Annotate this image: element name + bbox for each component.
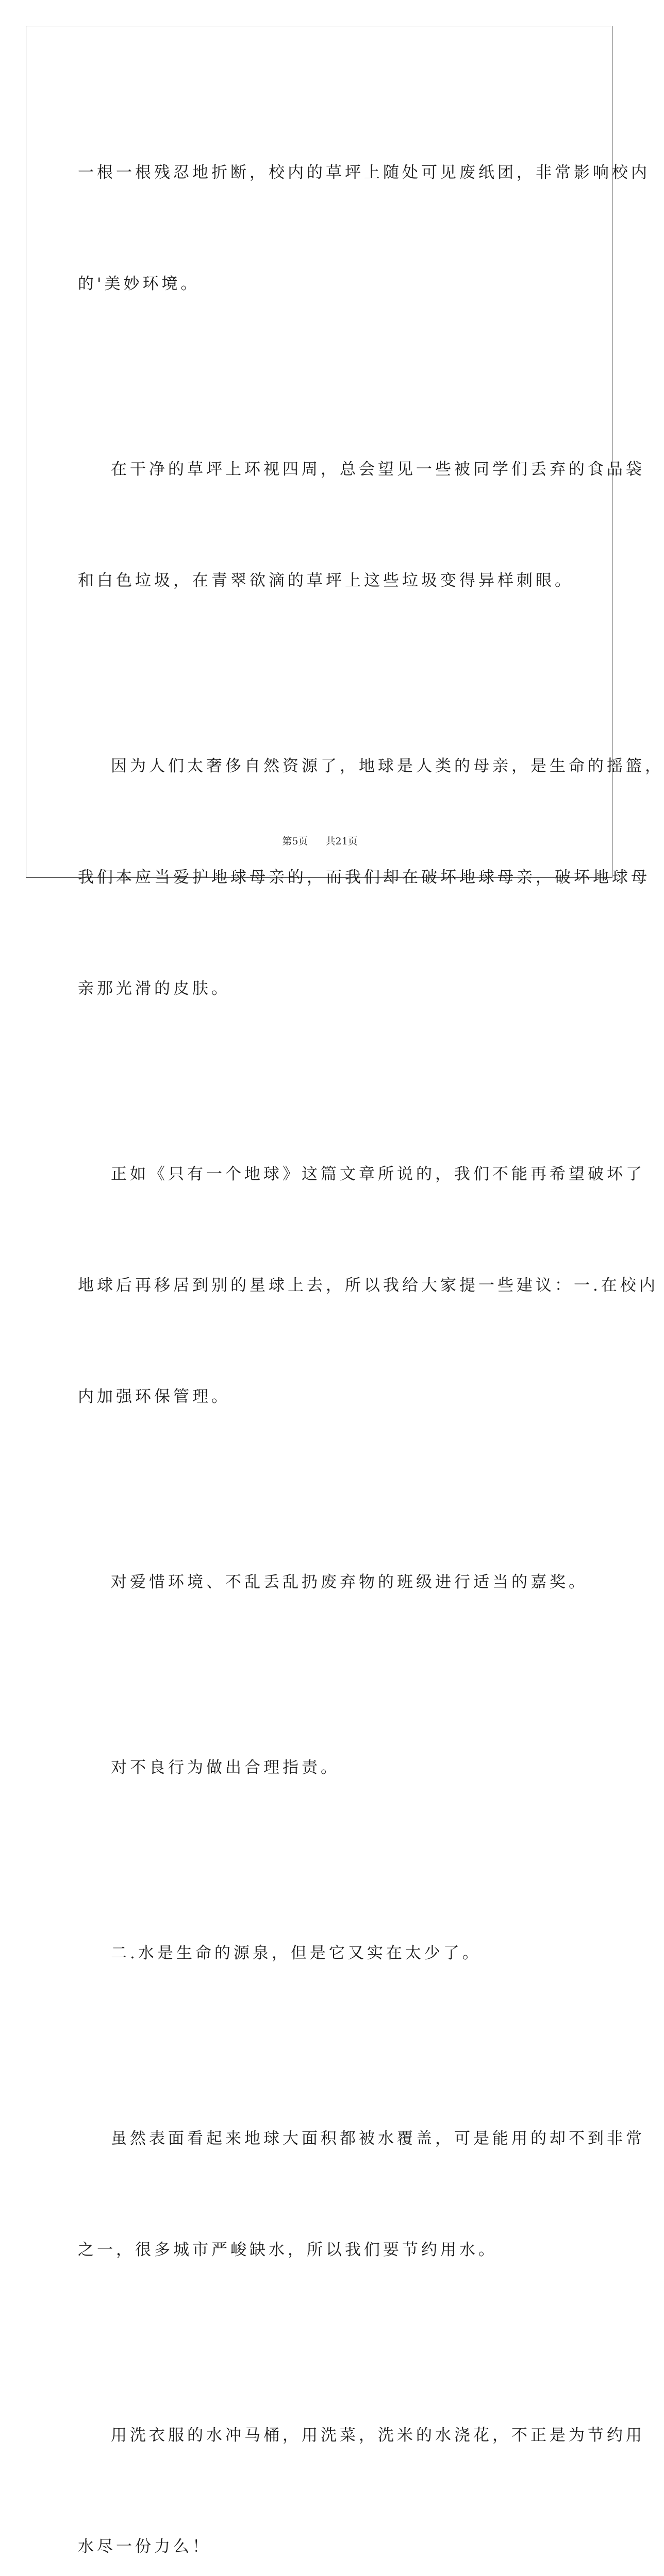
paragraph — [78, 80, 650, 377]
text-line: 正如《只有一个地球》这篇文章所说的，我们不能再希望破坏了 — [111, 1165, 645, 1183]
text-line: 之一，很多城市严峻缺水，所以我们要节约用水。 — [78, 2241, 497, 2259]
text-line: 地球后再移居到别的星球上去，所以我给大家提一些建议：一.在校内 — [78, 1276, 658, 1295]
paragraph — [78, 1489, 588, 1675]
total-pages: 共21页 — [325, 836, 358, 847]
page-number: 第5页 — [282, 836, 308, 847]
paragraph — [78, 1081, 658, 1489]
paragraph — [78, 1860, 557, 2046]
text-line: 二.水是生命的源泉，但是它又实在太少了。 — [111, 1944, 482, 1962]
text-line: 亲那光滑的皮肤。 — [78, 979, 230, 998]
text-line: 对不良行为做出合理指责。 — [111, 1758, 340, 1777]
text-line: 内加强环保管理。 — [78, 1387, 230, 1406]
text-line: 我们本应当爱护地球母亲的，而我们却在破坏地球母亲，破坏地球母 — [78, 868, 650, 887]
paragraph — [78, 377, 645, 673]
text-line: 因为人们太奢侈自然资源了，地球是人类的母亲，是生命的摇篮， — [111, 757, 664, 775]
paragraph — [78, 673, 664, 1081]
text-line: 和白色垃圾，在青翠欲滴的草坪上这些垃圾变得异样刺眼。 — [78, 571, 574, 590]
text-line: 的'美妙环境。 — [78, 275, 200, 293]
text-line: 水尽一份力么！ — [78, 2537, 211, 2556]
text-line: 用洗衣服的水冲马桶，用洗菜，洗米的水浇花，不正是为节约用 — [111, 2426, 645, 2445]
paragraph — [78, 1675, 557, 1860]
text-line: 对爱惜环境、不乱丢乱扔废弃物的班级进行适当的嘉奖。 — [111, 1573, 588, 1591]
document-body — [78, 80, 664, 2576]
text-line: 一根一根残忍地折断，校内的草坪上随处可见废纸团，非常影响校内 — [78, 163, 650, 182]
page-footer — [0, 834, 640, 848]
paragraph — [78, 2046, 645, 2343]
text-line: 虽然表面看起来地球大面积都被水覆盖，可是能用的却不到非常 — [111, 2129, 645, 2148]
text-line: 在干净的草坪上环视四周，总会望见一些被同学们丢弃的食品袋 — [111, 460, 645, 479]
paragraph — [78, 2343, 645, 2576]
